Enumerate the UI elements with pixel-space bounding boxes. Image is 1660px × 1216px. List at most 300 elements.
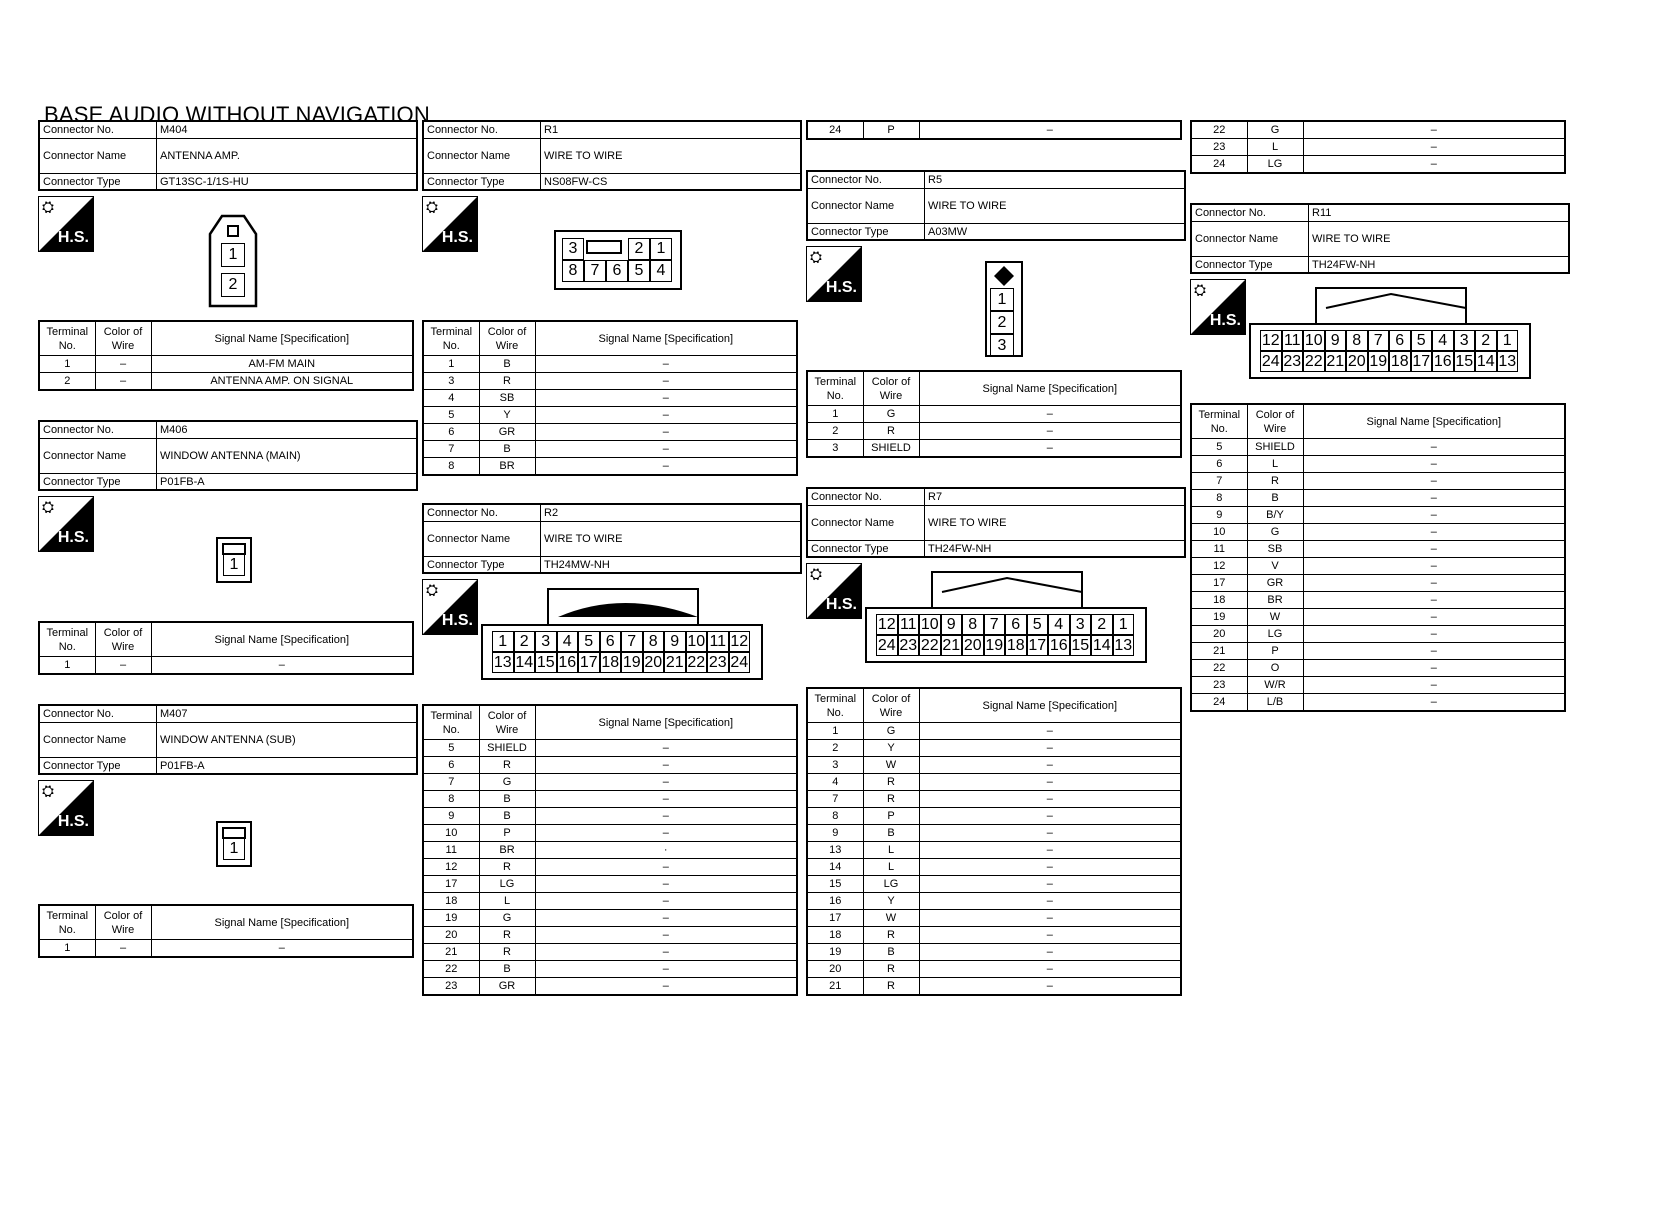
table-row: [807, 910, 1181, 927]
signal-name-cell: –: [919, 944, 1181, 961]
terminal-no-cell: 23: [423, 978, 479, 996]
pin-cell: 1: [1497, 330, 1519, 351]
hs-label: H.S.: [441, 612, 473, 629]
terminal-no-cell: 6: [423, 424, 479, 441]
terminal-no-header: Terminal No.: [807, 688, 863, 723]
connector-name-value: ANTENNA AMP.: [160, 150, 240, 162]
wire-color-cell: L: [863, 859, 919, 876]
table-row: [1191, 541, 1565, 558]
connector-no-row: [1192, 205, 1568, 221]
connector-type-value: TH24FW-NH: [1312, 258, 1376, 271]
table-row: [807, 978, 1181, 996]
terminal-no-header: Terminal No.: [423, 321, 479, 356]
wire-color-cell: LG: [1247, 156, 1303, 174]
signal-name-cell: –: [919, 723, 1181, 740]
terminal-no-cell: 9: [807, 825, 863, 842]
connector-type-row: [808, 223, 1184, 239]
connector-type-label: Connector Type: [40, 474, 157, 489]
terminal-no-cell: 19: [807, 944, 863, 961]
wire-color-cell: Y: [863, 893, 919, 910]
terminal-no-cell: 17: [807, 910, 863, 927]
terminal-no-cell: 1: [807, 406, 863, 423]
signal-name-cell: –: [1303, 507, 1565, 524]
signal-name-cell: ANTENNA AMP. ON SIGNAL: [151, 373, 413, 391]
hs-harness-side-icon: [38, 496, 94, 552]
signal-name-header: Signal Name [Specification]: [151, 321, 413, 356]
pin-cell: 1: [223, 554, 245, 576]
terminal-table: [1190, 120, 1566, 174]
wire-color-cell: LG: [863, 876, 919, 893]
wire-color-cell: P: [863, 121, 919, 139]
pin-cell: 1: [223, 838, 245, 860]
pin-cell: 18: [600, 652, 622, 673]
wire-color-header: Color of Wire: [863, 688, 919, 723]
connector-type-label: Connector Type: [424, 174, 541, 189]
pin-cell: 4: [1432, 330, 1454, 351]
signal-name-cell: –: [1303, 575, 1565, 592]
wire-color-cell: SB: [1247, 541, 1303, 558]
terminal-no-cell: 18: [1191, 592, 1247, 609]
wire-color-cell: GR: [479, 424, 535, 441]
connector-type-row: [1192, 256, 1568, 272]
pin-cell: 20: [643, 652, 665, 673]
table-row: [1191, 592, 1565, 609]
table-row: [1191, 626, 1565, 643]
connector-name-value: WIRE TO WIRE: [928, 517, 1007, 529]
terminal-no-header: Terminal No.: [39, 905, 95, 940]
connector-type-value: TH24FW-NH: [928, 542, 992, 555]
pin-cell: 2: [628, 238, 650, 260]
signal-name-cell: –: [535, 893, 797, 910]
wire-color-cell: B: [479, 961, 535, 978]
wire-color-cell: –: [95, 657, 151, 675]
wire-color-cell: R: [479, 927, 535, 944]
wire-color-header: Color of Wire: [863, 371, 919, 406]
wire-color-cell: R: [863, 791, 919, 808]
table-row: [1191, 524, 1565, 541]
pin-cell: 8: [962, 614, 984, 635]
signal-name-cell: –: [1303, 139, 1565, 156]
terminal-table-header: [39, 622, 413, 657]
hs-harness-side-icon: [422, 196, 478, 252]
pin-cell: 22: [919, 635, 941, 656]
terminal-no-header: Terminal No.: [423, 705, 479, 740]
signal-name-cell: –: [919, 910, 1181, 927]
connector-no-label: Connector No.: [808, 489, 925, 505]
terminal-no-cell: 19: [423, 910, 479, 927]
connector-no-label: Connector No.: [40, 422, 157, 438]
terminal-no-cell: 8: [1191, 490, 1247, 507]
signal-name-cell: –: [919, 842, 1181, 859]
terminal-no-cell: 4: [423, 390, 479, 407]
hs-label: H.S.: [57, 229, 89, 246]
connector-type-label: Connector Type: [40, 758, 157, 773]
pin-cell: 15: [1070, 635, 1092, 656]
signal-name-cell: –: [535, 859, 797, 876]
table-row: [807, 876, 1181, 893]
pin-cell: 11: [707, 631, 729, 652]
wire-color-cell: W: [1247, 609, 1303, 626]
connector-plug-icon: ⛭: [810, 566, 823, 583]
wire-color-cell: V: [1247, 558, 1303, 575]
pin-cell: 3: [1454, 330, 1476, 351]
terminal-no-cell: 24: [1191, 156, 1247, 174]
pin-cell: 21: [664, 652, 686, 673]
wire-color-cell: R: [863, 423, 919, 440]
signal-name-cell: –: [919, 859, 1181, 876]
terminal-no-cell: 5: [423, 740, 479, 757]
connector-type-value: A03MW: [928, 225, 968, 238]
signal-name-cell: –: [1303, 592, 1565, 609]
pin-cell: 3: [990, 334, 1014, 357]
wire-color-cell: R: [479, 373, 535, 390]
signal-name-cell: –: [919, 876, 1181, 893]
signal-name-cell: –: [1303, 439, 1565, 456]
terminal-no-cell: 18: [423, 893, 479, 910]
table-row: [807, 440, 1181, 458]
signal-name-cell: –: [919, 740, 1181, 757]
pin-cell: 14: [1091, 635, 1113, 656]
terminal-no-cell: 1: [39, 657, 95, 675]
signal-name-cell: –: [919, 440, 1181, 458]
table-row: [1191, 609, 1565, 626]
signal-name-cell: –: [535, 390, 797, 407]
pin-cell: 1: [990, 288, 1014, 311]
table-row: [1191, 643, 1565, 660]
connector-outline: [228, 226, 238, 236]
connector-name-label: Connector Name: [424, 522, 541, 556]
connector-name-value: WIRE TO WIRE: [928, 200, 1007, 212]
table-row: [423, 893, 797, 910]
connector-name-row: [1192, 221, 1568, 256]
signal-name-cell: –: [535, 757, 797, 774]
connector-name-label: Connector Name: [40, 439, 157, 473]
wire-color-cell: Y: [863, 740, 919, 757]
connector-name-row: [424, 521, 800, 556]
pin-cell: 3: [1070, 614, 1092, 635]
signal-name-cell: –: [1303, 609, 1565, 626]
connector-info: [806, 170, 1186, 241]
wire-color-cell: R: [863, 978, 919, 996]
table-row: [807, 842, 1181, 859]
wire-color-cell: Y: [479, 407, 535, 424]
table-row: [1191, 677, 1565, 694]
wire-color-cell: B: [479, 441, 535, 458]
wire-color-cell: P: [863, 808, 919, 825]
table-row: [807, 791, 1181, 808]
terminal-no-cell: 11: [1191, 541, 1247, 558]
terminal-no-cell: 1: [423, 356, 479, 373]
signal-name-cell: –: [1303, 473, 1565, 490]
connector-no-row: [40, 122, 416, 138]
hs-harness-side-icon: [38, 780, 94, 836]
table-row: [39, 657, 413, 675]
connector-no-value: R11: [1312, 207, 1332, 219]
terminal-no-cell: 16: [807, 893, 863, 910]
signal-name-cell: –: [919, 893, 1181, 910]
connector-name-value: WINDOW ANTENNA (SUB): [160, 734, 296, 746]
wire-color-cell: P: [1247, 643, 1303, 660]
signal-name-cell: –: [535, 424, 797, 441]
signal-name-cell: –: [1303, 524, 1565, 541]
wire-color-cell: W: [863, 757, 919, 774]
terminal-no-cell: 2: [39, 373, 95, 391]
hs-label: H.S.: [441, 229, 473, 246]
terminal-no-cell: 24: [1191, 694, 1247, 712]
connector-name-row: [808, 188, 1184, 223]
terminal-no-cell: 7: [1191, 473, 1247, 490]
terminal-no-cell: 1: [39, 356, 95, 373]
connector-outline: [223, 828, 245, 838]
signal-name-cell: –: [151, 657, 413, 675]
pin-cell: 5: [578, 631, 600, 652]
pin-cell: 1: [650, 238, 672, 260]
wire-color-cell: GR: [479, 978, 535, 996]
connector-info: [38, 704, 418, 775]
table-row: [423, 978, 797, 996]
signal-name-cell: –: [1303, 121, 1565, 139]
terminal-no-cell: 10: [423, 825, 479, 842]
terminal-table: [38, 621, 414, 675]
connector-no-row: [40, 706, 416, 722]
pin-cell: 2: [990, 311, 1014, 334]
pin-cell: 19: [1368, 351, 1390, 372]
pin-cell: 19: [621, 652, 643, 673]
signal-name-cell: –: [1303, 643, 1565, 660]
pin-cell: 6: [606, 260, 628, 282]
terminal-no-cell: 23: [1191, 139, 1247, 156]
terminal-no-cell: 4: [807, 774, 863, 791]
signal-name-header: Signal Name [Specification]: [151, 622, 413, 657]
terminal-table: [422, 704, 798, 996]
connector-name-row: [40, 138, 416, 173]
table-row: [423, 390, 797, 407]
signal-name-cell: –: [919, 406, 1181, 423]
signal-name-cell: –: [919, 927, 1181, 944]
signal-name-header: Signal Name [Specification]: [535, 321, 797, 356]
hs-harness-side-icon: [806, 563, 862, 619]
pin-cell: 22: [686, 652, 708, 673]
signal-name-cell: –: [535, 373, 797, 390]
connector-no-value: R2: [544, 507, 559, 519]
table-row: [807, 808, 1181, 825]
connector-info: [1190, 203, 1570, 274]
pin-cell: 22: [1303, 351, 1325, 372]
connector-name-row: [40, 722, 416, 757]
connector-type-label: Connector Type: [40, 174, 157, 189]
wire-color-cell: BR: [479, 458, 535, 476]
wire-color-cell: –: [95, 940, 151, 958]
signal-name-cell: –: [1303, 541, 1565, 558]
pin-cell: 14: [1475, 351, 1497, 372]
table-row: [1191, 121, 1565, 139]
signal-name-cell: –: [1303, 694, 1565, 712]
pin-cell: 13: [1497, 351, 1519, 372]
terminal-no-cell: 13: [807, 842, 863, 859]
wire-color-cell: R: [863, 961, 919, 978]
wire-color-cell: L: [1247, 139, 1303, 156]
signal-name-cell: –: [535, 825, 797, 842]
table-row: [423, 458, 797, 476]
terminal-no-cell: 12: [423, 859, 479, 876]
signal-name-cell: –: [919, 791, 1181, 808]
pin-cell: 6: [600, 631, 622, 652]
terminal-no-cell: 8: [807, 808, 863, 825]
connector-name-row: [424, 138, 800, 173]
terminal-no-cell: 21: [423, 944, 479, 961]
connector-name-label: Connector Name: [424, 139, 541, 173]
terminal-no-cell: 23: [1191, 677, 1247, 694]
terminal-no-cell: 6: [1191, 456, 1247, 473]
terminal-no-cell: 1: [807, 723, 863, 740]
signal-name-cell: –: [919, 121, 1181, 139]
wire-color-cell: B: [863, 825, 919, 842]
connector-no-row: [424, 122, 800, 138]
pin-cell: 12: [1260, 330, 1282, 351]
terminal-table-header: [1191, 404, 1565, 439]
wire-color-cell: LG: [1247, 626, 1303, 643]
pin-cell: 21: [1325, 351, 1347, 372]
connector-type-row: [424, 173, 800, 189]
wire-color-cell: B: [479, 356, 535, 373]
terminal-table: [38, 904, 414, 958]
polarity-key-icon: [994, 266, 1014, 286]
terminal-no-cell: 5: [423, 407, 479, 424]
pin-cell: 12: [729, 631, 751, 652]
table-row: [1191, 660, 1565, 677]
connector-type-label: Connector Type: [808, 541, 925, 556]
table-row: [1191, 456, 1565, 473]
connector-name-label: Connector Name: [40, 723, 157, 757]
connector-type-value: GT13SC-1/1S-HU: [160, 175, 249, 188]
wire-color-header: Color of Wire: [479, 705, 535, 740]
pin-cell: 9: [941, 614, 963, 635]
pin-cell: 3: [562, 238, 584, 260]
terminal-no-header: Terminal No.: [807, 371, 863, 406]
signal-name-cell: –: [535, 961, 797, 978]
signal-name-cell: –: [535, 441, 797, 458]
wire-color-header: Color of Wire: [95, 622, 151, 657]
hs-label: H.S.: [825, 279, 857, 296]
terminal-no-cell: 8: [423, 458, 479, 476]
table-row: [1191, 156, 1565, 174]
pin-cell: 4: [650, 260, 672, 282]
table-row: [807, 825, 1181, 842]
wire-color-cell: G: [479, 774, 535, 791]
pin-cell: 24: [876, 635, 898, 656]
connector-name-label: Connector Name: [1192, 222, 1309, 256]
pin-cell: 7: [984, 614, 1006, 635]
connector-no-row: [808, 172, 1184, 188]
terminal-no-cell: 7: [423, 774, 479, 791]
table-row: [423, 944, 797, 961]
table-row: [423, 961, 797, 978]
terminal-no-cell: 2: [807, 740, 863, 757]
wire-color-cell: O: [1247, 660, 1303, 677]
signal-name-cell: –: [1303, 456, 1565, 473]
connector-info: [38, 120, 418, 191]
table-row: [423, 859, 797, 876]
connector-type-value: TH24MW-NH: [544, 558, 610, 571]
pin-cell: 15: [535, 652, 557, 673]
pin-cell: 17: [1027, 635, 1049, 656]
wire-color-header: Color of Wire: [95, 905, 151, 940]
terminal-no-header: Terminal No.: [39, 622, 95, 657]
terminal-table-header: [423, 705, 797, 740]
wire-color-cell: –: [95, 356, 151, 373]
pin-cell: 20: [1346, 351, 1368, 372]
connector-no-value: M407: [160, 708, 188, 720]
wire-color-cell: L/B: [1247, 694, 1303, 712]
connector-name-value: WIRE TO WIRE: [544, 533, 623, 545]
wire-color-cell: W: [863, 910, 919, 927]
wire-color-cell: G: [863, 723, 919, 740]
connector-type-row: [40, 473, 416, 489]
hs-harness-side-icon: [38, 196, 94, 252]
table-row: [807, 774, 1181, 791]
wire-color-header: Color of Wire: [95, 321, 151, 356]
table-row: [423, 927, 797, 944]
signal-name-cell: –: [535, 774, 797, 791]
signal-name-cell: –: [919, 961, 1181, 978]
pin-cell: 1: [1113, 614, 1135, 635]
connector-plug-icon: ⛭: [426, 199, 439, 216]
terminal-no-cell: 7: [807, 791, 863, 808]
terminal-table-header: [423, 321, 797, 356]
pin-cell: 6: [1389, 330, 1411, 351]
signal-name-cell: –: [1303, 558, 1565, 575]
table-row: [1191, 490, 1565, 507]
table-row: [423, 424, 797, 441]
hs-label: H.S.: [57, 529, 89, 546]
terminal-no-cell: 24: [807, 121, 863, 139]
pin-cell: 16: [1432, 351, 1454, 372]
wire-color-cell: SHIELD: [479, 740, 535, 757]
pin-cell: 17: [578, 652, 600, 673]
table-row: [423, 876, 797, 893]
connector-no-label: Connector No.: [424, 122, 541, 138]
terminal-table: [1190, 403, 1566, 712]
terminal-table: [806, 120, 1182, 140]
table-row: [39, 356, 413, 373]
wire-color-cell: BR: [1247, 592, 1303, 609]
connector-no-value: R5: [928, 174, 943, 186]
terminal-no-header: Terminal No.: [39, 321, 95, 356]
pin-cell: 23: [707, 652, 729, 673]
signal-name-cell: –: [919, 423, 1181, 440]
wire-color-cell: W/R: [1247, 677, 1303, 694]
signal-name-header: Signal Name [Specification]: [151, 905, 413, 940]
signal-name-cell: –: [535, 978, 797, 996]
terminal-no-cell: 19: [1191, 609, 1247, 626]
table-row: [1191, 558, 1565, 575]
connector-no-value: R1: [544, 124, 559, 136]
pin-cell: 2: [221, 273, 245, 297]
connector-type-row: [40, 757, 416, 773]
wire-color-cell: B: [479, 791, 535, 808]
table-row: [423, 791, 797, 808]
wire-color-cell: BR: [479, 842, 535, 859]
signal-name-cell: –: [535, 876, 797, 893]
connector-outline: [587, 241, 621, 253]
terminal-no-cell: 3: [807, 757, 863, 774]
table-row: [1191, 473, 1565, 490]
terminal-no-cell: 20: [1191, 626, 1247, 643]
terminal-no-cell: 9: [1191, 507, 1247, 524]
signal-name-cell: –: [1303, 156, 1565, 174]
terminal-no-cell: 17: [1191, 575, 1247, 592]
hs-harness-side-icon: [806, 246, 862, 302]
